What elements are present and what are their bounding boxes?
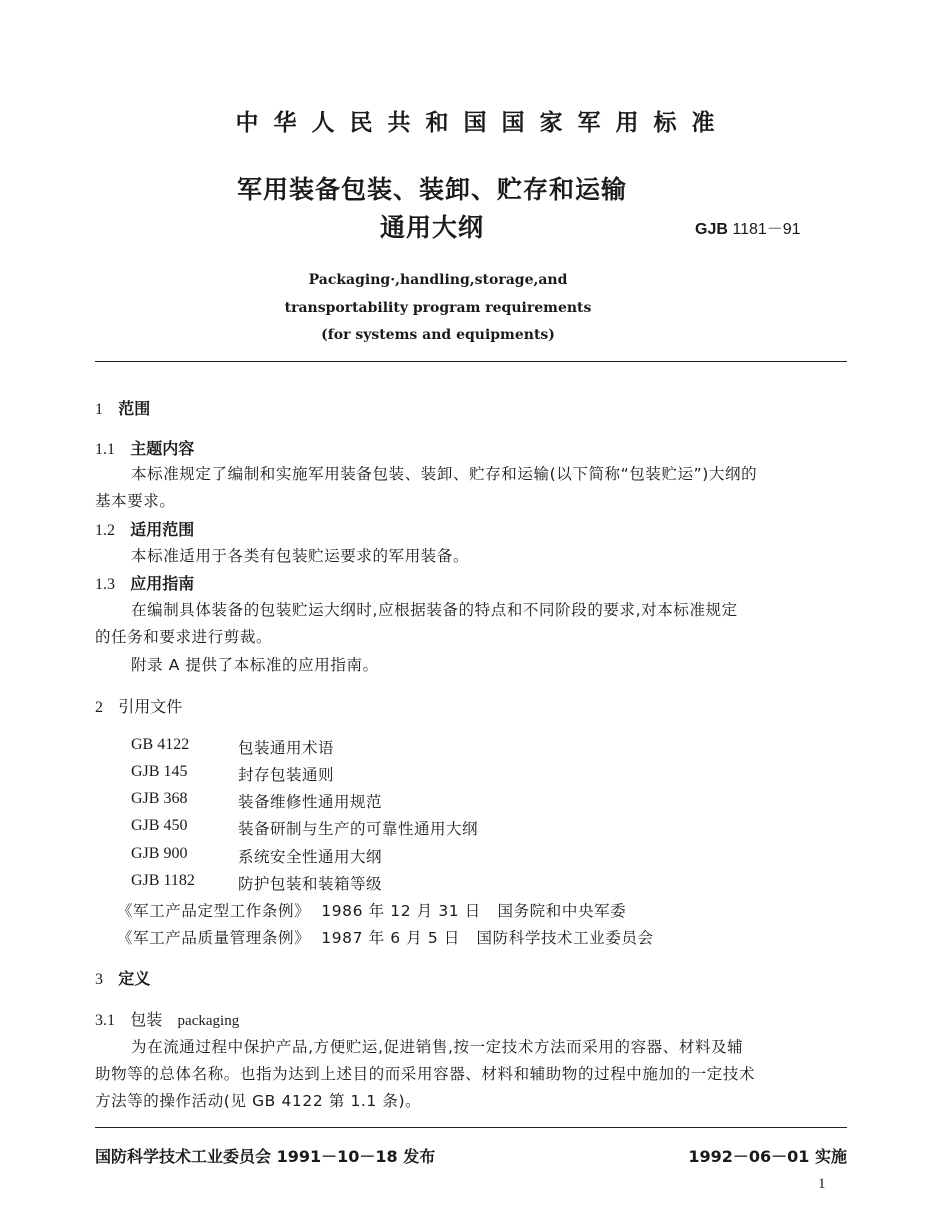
- reference-title: 包装通用术语: [238, 739, 335, 757]
- reference-title: 封存包装通则: [238, 766, 335, 784]
- english-title-line-1: Packaging·,handling,storage,and: [308, 272, 568, 288]
- reference-code: GJB 145: [131, 763, 188, 780]
- reference-code: GJB 1182: [131, 872, 195, 889]
- section-2-heading: 2 引用文件: [95, 697, 183, 716]
- paragraph-line: 基本要求。: [95, 492, 176, 510]
- section-3-1-heading: 3.1 包装 packaging: [95, 1010, 240, 1029]
- section-1-1-heading: 1.1 主题内容: [95, 439, 195, 458]
- reference-title: 装备维修性通用规范: [238, 793, 383, 811]
- standard-code-prefix: GJB: [695, 221, 728, 238]
- standard-code: [695, 216, 801, 239]
- section-1-2-heading: 1.2 适用范围: [95, 520, 195, 539]
- footer-divider: [95, 1127, 847, 1128]
- paragraph-line: 方法等的操作活动(见 GB 4122 第 1.1 条)。: [95, 1092, 422, 1110]
- effective-date: 1992－06－01 实施: [688, 1147, 847, 1166]
- reference-code: GJB 368: [131, 790, 188, 807]
- reference-title: 防护包装和装箱等级: [238, 875, 383, 893]
- standard-code-number: 1181－91: [732, 221, 801, 238]
- reference-title: 装备研制与生产的可靠性通用大纲: [238, 820, 479, 838]
- paragraph-line: 助物等的总体名称。也指为达到上述目的而采用容器、材料和辅助物的过程中施加的一定技术: [95, 1065, 756, 1083]
- document-title-line-2: 通用大纲: [379, 213, 484, 242]
- paragraph-line: 的任务和要求进行剪裁。: [95, 628, 273, 646]
- regulation-line: 《军工产品定型工作条例》 1986 年 12 月 31 日 国务院和中央军委: [117, 902, 627, 920]
- section-1-3-heading: 1.3 应用指南: [95, 574, 195, 593]
- paragraph-line: 本标准适用于各类有包装贮运要求的军用装备。: [131, 547, 470, 565]
- paragraph-line: 为在流通过程中保护产品,方便贮运,促进销售,按一定技术方法而采用的容器、材料及辅: [131, 1038, 744, 1056]
- paragraph-line: 在编制具体装备的包装贮运大纲时,应根据装备的特点和不同阶段的要求,对本标准规定: [131, 601, 738, 619]
- paragraph-line: 附录 A 提供了本标准的应用指南。: [131, 656, 379, 674]
- reference-code: GJB 900: [131, 845, 188, 862]
- english-title-line-3: (for systems and equipments): [321, 327, 555, 343]
- reference-code: GB 4122: [131, 736, 190, 753]
- page-number: 1: [818, 1176, 826, 1192]
- standard-type-header: 中华人民共和国国家军用标准: [235, 110, 730, 136]
- english-title-line-2: transportability program requirements: [284, 300, 592, 316]
- section-1-heading: 1 范围: [95, 399, 151, 418]
- reference-code: GJB 450: [131, 817, 188, 834]
- issued-by: 国防科学技术工业委员会 1991－10－18 发布: [95, 1147, 436, 1166]
- section-3-heading: 3 定义: [95, 969, 151, 988]
- reference-title: 系统安全性通用大纲: [238, 848, 383, 866]
- regulation-line: 《军工产品质量管理条例》 1987 年 6 月 5 日 国防科学技术工业委员会: [117, 929, 654, 947]
- document-title-line-1: 军用装备包装、装卸、贮存和运输: [236, 175, 627, 204]
- paragraph-line: 本标准规定了编制和实施军用装备包装、装卸、贮存和运输(以下简称“包装贮运”)大纲的: [131, 465, 758, 483]
- header-divider: [95, 361, 847, 362]
